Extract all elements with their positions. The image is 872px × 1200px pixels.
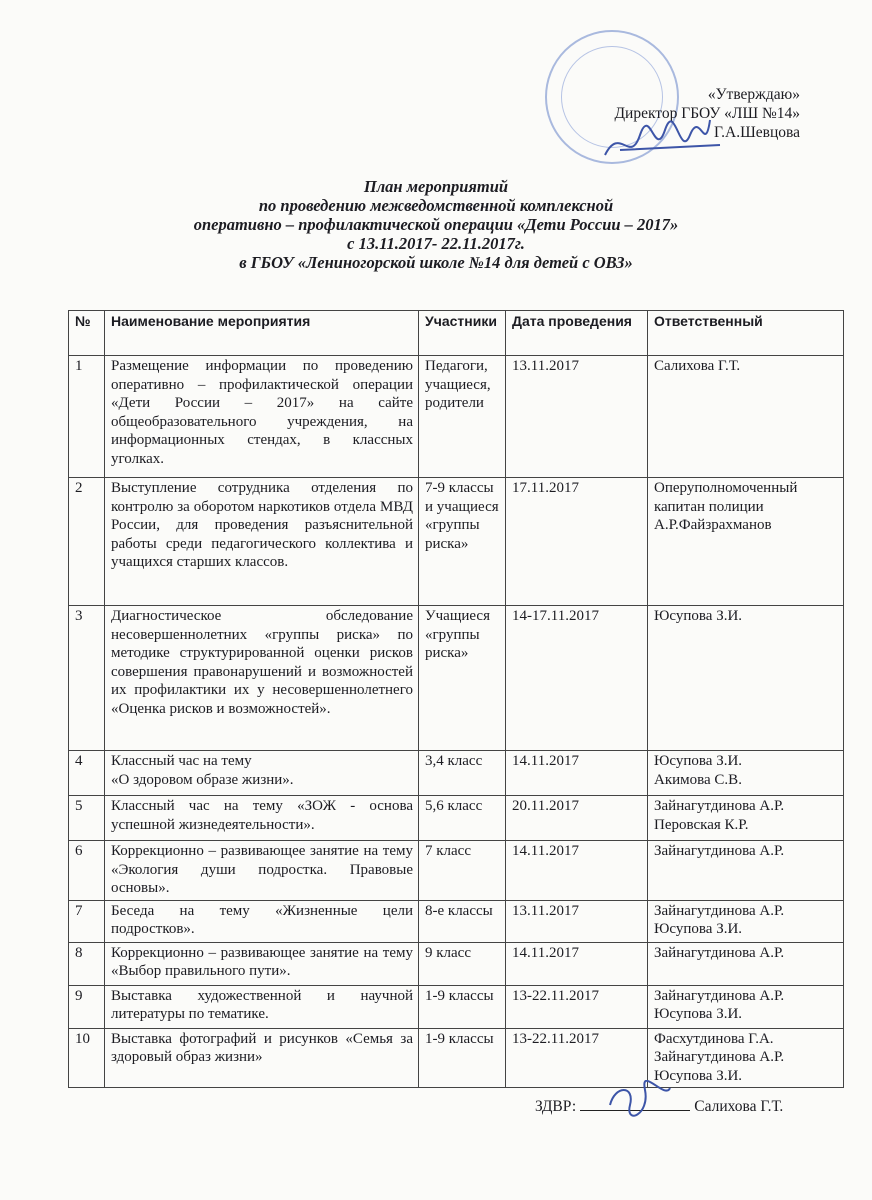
responsible: Оперуполномоченный капитан полиции А.Р.Файзрахманов	[648, 478, 844, 606]
approval-line-3: Г.А.Шевцова	[713, 124, 800, 141]
event-name: Диагностическое обследование несовершеннолетних «группы риска» по методике структурированной оценки рисков совершения правонарушений и возможностей их профилактики их у несовершеннолетнего «Оценка рисков и возможностей».	[105, 606, 419, 751]
row-number: 6	[69, 841, 105, 901]
participants: 3,4 класс	[419, 751, 506, 796]
title-line-4: с 13.11.2017- 22.11.2017г.	[347, 234, 525, 253]
event-date: 14.11.2017	[506, 942, 648, 985]
title-line-1: План мероприятий	[363, 177, 509, 196]
participants: 1-9 классы	[419, 1028, 506, 1088]
responsible: Зайнагутдинова А.Р.	[648, 841, 844, 901]
row-number: 3	[69, 606, 105, 751]
events-table	[68, 310, 844, 1088]
header-responsible: Ответственный	[648, 311, 844, 356]
responsible: Зайнагутдинова А.Р.	[648, 942, 844, 985]
participants: 7 класс	[419, 841, 506, 901]
event-name: Выставка фотографий и рисунков «Семья за здоровый образ жизни»	[105, 1028, 419, 1088]
event-date: 13-22.11.2017	[506, 985, 648, 1028]
header-participants: Участники	[419, 311, 506, 356]
row-number: 1	[69, 356, 105, 478]
participants: 1-9 классы	[419, 985, 506, 1028]
row-number: 4	[69, 751, 105, 796]
row-number: 5	[69, 796, 105, 841]
participants: 8-е классы	[419, 900, 506, 942]
title-line-5: в ГБОУ «Лениногорской школе №14 для детей с ОВЗ»	[239, 253, 633, 272]
table-row	[69, 751, 844, 796]
participants: 9 класс	[419, 942, 506, 985]
table-row	[69, 1028, 844, 1088]
participants: Учащиеся «группы риска»	[419, 606, 506, 751]
table-header-row	[69, 311, 844, 356]
header-date: Дата проведения	[506, 311, 648, 356]
responsible: Зайнагутдинова А.Р. Перовская К.Р.	[648, 796, 844, 841]
table-row	[69, 985, 844, 1028]
table-row	[69, 796, 844, 841]
title-line-2: по проведению межведомственной комплексной	[258, 196, 614, 215]
event-date: 20.11.2017	[506, 796, 648, 841]
footer-label: ЗДВР:	[535, 1098, 577, 1115]
event-date: 13.11.2017	[506, 356, 648, 478]
responsible: Зайнагутдинова А.Р. Юсупова З.И.	[648, 985, 844, 1028]
document-title	[0, 177, 872, 272]
event-date: 13-22.11.2017	[506, 1028, 648, 1088]
approval-line-2: Директор ГБОУ «ЛШ №14»	[614, 105, 800, 122]
participants: 5,6 класс	[419, 796, 506, 841]
table-row	[69, 942, 844, 985]
participants: Педагоги, учащиеся, родители	[419, 356, 506, 478]
row-number: 2	[69, 478, 105, 606]
deputy-signature	[600, 1080, 675, 1120]
footer-name: Салихова Г.Т.	[694, 1098, 784, 1115]
table-row	[69, 841, 844, 901]
event-name: Классный час на тему «О здоровом образе жизни».	[105, 751, 419, 796]
row-number: 7	[69, 900, 105, 942]
event-name: Выступление сотрудника отделения по контролю за оборотом наркотиков отдела МВД России, для проведения разъяснительной работы среди педагогического коллектива и учащихся старших классов.	[105, 478, 419, 606]
event-date: 14.11.2017	[506, 751, 648, 796]
table-row	[69, 356, 844, 478]
event-name: Коррекционно – развивающее занятие на тему «Экология души подростка. Правовые основы».	[105, 841, 419, 901]
header-name: Наименование мероприятия	[105, 311, 419, 356]
event-date: 17.11.2017	[506, 478, 648, 606]
event-date: 14-17.11.2017	[506, 606, 648, 751]
event-name: Коррекционно – развивающее занятие на тему «Выбор правильного пути».	[105, 942, 419, 985]
responsible: Юсупова З.И.	[648, 606, 844, 751]
row-number: 9	[69, 985, 105, 1028]
table-row	[69, 606, 844, 751]
row-number: 10	[69, 1028, 105, 1088]
row-number: 8	[69, 942, 105, 985]
director-signature	[600, 115, 730, 170]
responsible: Фасхутдинова Г.А. Зайнагутдинова А.Р. Юсупова З.И.	[648, 1028, 844, 1088]
responsible: Юсупова З.И. Акимова С.В.	[648, 751, 844, 796]
title-line-3: оперативно – профилактической операции «Дети России – 2017»	[193, 215, 679, 234]
event-name: Беседа на тему «Жизненные цели подростков».	[105, 900, 419, 942]
event-name: Выставка художественной и научной литературы по тематике.	[105, 985, 419, 1028]
event-date: 13.11.2017	[506, 900, 648, 942]
participants: 7-9 классы и учащиеся «группы риска»	[419, 478, 506, 606]
event-name: Классный час на тему «ЗОЖ - основа успешной жизнедеятельности».	[105, 796, 419, 841]
table-row	[69, 478, 844, 606]
table-row	[69, 900, 844, 942]
responsible: Зайнагутдинова А.Р. Юсупова З.И.	[648, 900, 844, 942]
approval-line-1: «Утверждаю»	[707, 86, 800, 103]
event-name: Размещение информации по проведению оперативно – профилактической операции «Дети России – 2017» на сайте общеобразовательного учреждения, на информационных стендах, в классных уголках.	[105, 356, 419, 478]
event-date: 14.11.2017	[506, 841, 648, 901]
responsible: Салихова Г.Т.	[648, 356, 844, 478]
header-number: №	[69, 311, 105, 356]
